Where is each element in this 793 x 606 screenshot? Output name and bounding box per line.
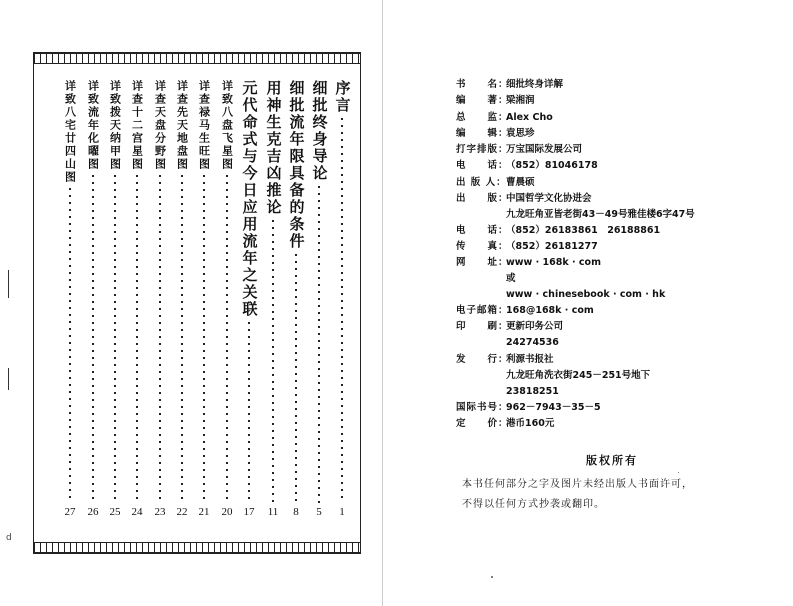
colophon-label: 发 行： [456,354,509,365]
colophon-value: （852）81046178 [506,160,598,171]
toc-entry [81,80,105,518]
colophon-row [456,289,665,301]
toc-entry-page: 23 [154,506,166,518]
colophon-row [456,177,535,189]
colophon-row [456,386,559,398]
toc-list [44,68,350,538]
toc-leader-dots [295,254,297,503]
toc-leader-dots [159,175,161,503]
toc-frame [33,52,361,554]
toc-entry [125,80,149,518]
margin-mark [8,270,9,298]
colophon-row [456,273,516,285]
colophon-label: 定 价： [456,418,509,429]
colophon-label: 出 版： [456,193,509,204]
toc-leader-dots [318,186,320,503]
margin-mark [8,368,9,390]
toc-entry [148,80,172,518]
colophon-label: 印 刷： [456,321,509,332]
colophon-row [456,128,535,140]
colophon-row [456,257,601,269]
colophon-value: 中国哲学文化协进会 [506,193,592,204]
toc-entry-page: 1 [339,506,345,518]
colophon-label: 电 话： [456,225,509,236]
toc-entry-page: 24 [131,506,143,518]
toc-entry [58,80,82,518]
colophon-row [456,160,598,172]
toc-entry-page: 27 [64,506,76,518]
toc-entry-page: 5 [316,506,322,518]
colophon-value: 曹晨硕 [506,177,535,188]
colophon-label: 编 著： [456,95,509,106]
colophon-row [456,193,592,205]
colophon-value: Alex Cho [506,112,553,123]
colophon-label: 国际书号： [456,402,509,413]
toc-entry [261,80,285,518]
toc-leader-dots [248,322,250,503]
colophon-row [456,112,553,124]
colophon-label: 打字排版： [456,144,509,155]
toc-entry-title: 详致流年化曜图 [86,80,100,171]
scan-speck [678,472,679,473]
toc-leader-dots [136,175,138,503]
toc-leader-dots [341,118,343,503]
colophon-label: 网 址： [456,257,509,268]
toc-entry [192,80,216,518]
toc-leader-dots [272,220,274,503]
rights-notice [462,475,762,515]
colophon-value: 九龙旺角洗衣街245－251号地下 [506,370,651,381]
toc-leader-dots [203,175,205,503]
colophon-value: 九龙旺角亚皆老街43－49号雅佳楼6字47号 [506,209,695,220]
colophon-value: 细批终身详解 [506,79,564,90]
colophon-label: 编 辑： [456,128,509,139]
toc-entry-title: 细批流年限具备的条件 [287,80,306,250]
colophon-value: 梁湘润 [506,95,535,106]
toc-entry-title: 详查先天地盘图 [175,80,189,171]
toc-entry-title: 详致八宅廿四山图 [63,80,77,184]
toc-entry [237,80,261,518]
colophon-row [456,321,563,333]
toc-entry-title: 详查天盘分野图 [153,80,167,171]
toc-entry-page: 25 [109,506,121,518]
colophon-row [456,79,563,91]
colophon-row [456,241,598,253]
toc-entry-page: 22 [176,506,188,518]
toc-entry-page: 8 [293,506,299,518]
colophon-label: 电 话： [456,160,509,171]
colophon-row [456,225,660,237]
toc-entry-title: 详致拨天纳甲图 [108,80,122,171]
rights-title: 版权所有 [586,454,638,467]
rights-line-1: 本书任何部分之字及图片未经出版人书面许可， [462,479,693,490]
toc-leader-dots [181,175,183,503]
colophon-value: 168@168k · com [506,305,594,316]
toc-entry-page: 21 [198,506,210,518]
margin-glyph: d [6,533,12,543]
colophon-value: 24274536 [506,337,559,348]
toc-entry-title: 详致八盘飞星图 [220,80,234,171]
toc-entry-page: 11 [267,506,279,518]
colophon-row [456,95,535,107]
toc-leader-dots [226,175,228,503]
colophon-value: （852）26181277 [506,241,598,252]
rights-line-2: 不得以任何方式抄袭或翻印。 [462,499,605,510]
colophon-value: 港币160元 [506,418,555,429]
colophon-value: 962－7943－35－5 [506,402,601,413]
colophon-value: www · 168k · com [506,257,601,268]
colophon-label: 电子邮箱： [456,305,509,316]
colophon-value: 万宝国际发展公司 [506,144,583,155]
toc-entry-title: 详查禄马生旺图 [197,80,211,171]
colophon-row [456,337,559,349]
colophon-value: 23818251 [506,386,559,397]
toc-leader-dots [114,175,116,503]
toc-entry-title: 序言 [333,80,352,114]
colophon-value: 袁思珍 [506,128,535,139]
colophon-value: （852）26183861 26188861 [506,225,661,236]
colophon-row [456,354,554,366]
toc-entry [103,80,127,518]
key-border-top [34,53,360,64]
key-border-bottom [34,542,360,553]
colophon-value: 或 [506,273,516,284]
colophon-label: 书 名： [456,79,509,90]
toc-entry [170,80,194,518]
toc-leader-dots [69,188,71,503]
toc-entry-title: 细批终身导论 [310,80,329,182]
fold-line [382,0,383,606]
toc-entry [215,80,239,518]
colophon-row [456,209,695,221]
colophon-row [456,370,650,382]
toc-entry-title: 用神生克吉凶推论 [264,80,283,216]
colophon-value: www · chinesebook · com · hk [506,289,666,300]
colophon-row [456,144,582,156]
toc-entry-page: 20 [221,506,233,518]
colophon-row [456,418,554,430]
toc-entry-title: 详查十二宫星图 [130,80,144,171]
toc-leader-dots [92,175,94,503]
colophon-label: 传 真： [456,241,509,252]
colophon-label: 出 版 人： [456,177,507,188]
toc-entry [284,80,308,518]
colophon-row [456,305,594,317]
toc-entry-page: 26 [87,506,99,518]
toc-entry [307,80,331,518]
colophon-row [456,402,601,414]
toc-entry [330,80,354,518]
toc-entry-page: 17 [243,506,255,518]
scan-speck [491,576,493,578]
colophon-value: 利源书报社 [506,354,554,365]
colophon-value: 更新印务公司 [506,321,564,332]
colophon-label: 总 监： [456,112,509,123]
toc-entry-title: 元代命式与今日应用流年之关联 [240,80,259,318]
